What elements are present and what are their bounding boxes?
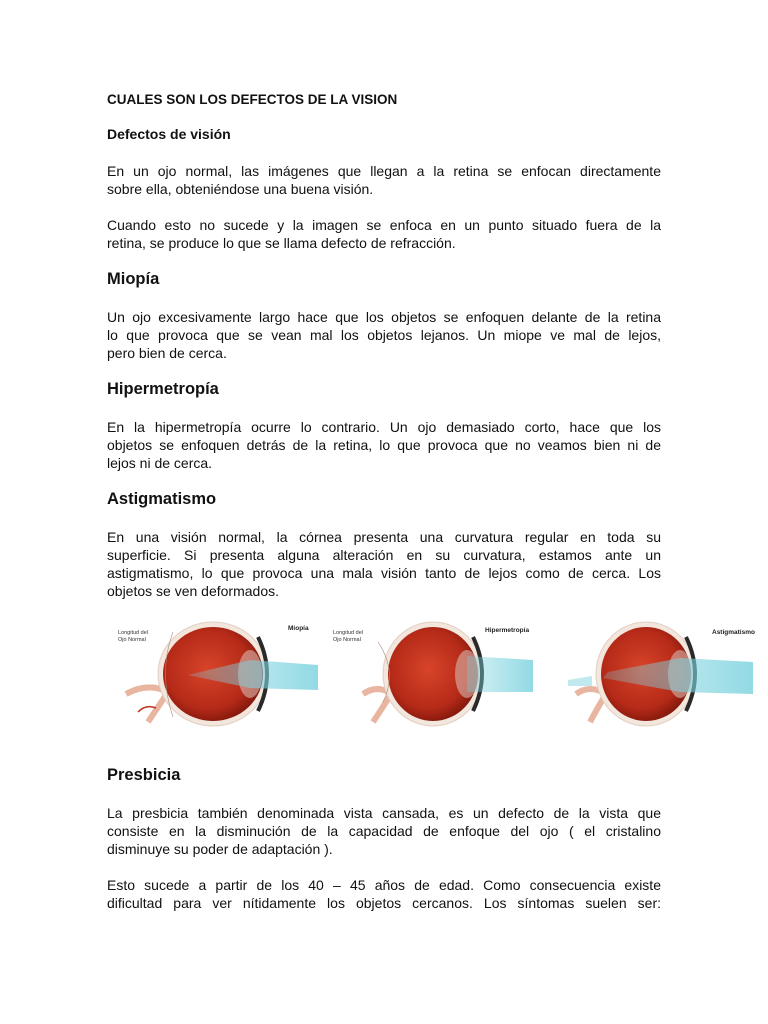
astigmatism-eye-illustration (568, 612, 768, 742)
paragraph-hipermetropia (107, 418, 661, 472)
text-line: lo que provoca que se vean mal los objetos lejanos. Un miope ve mal de lejos, (107, 327, 661, 343)
heading-hipermetropia: Hipermetropía (107, 380, 219, 398)
section-subtitle: Defectos de visión (107, 126, 231, 142)
text-line: retina, se produce lo que se llama defecto de refracción. (107, 235, 456, 251)
myopia-eye-illustration (118, 612, 318, 742)
text-line: pero bien de cerca. (107, 345, 227, 361)
hyperopia-eye-illustration (333, 612, 533, 742)
text-line: disminuye su poder de adaptación ). (107, 841, 333, 857)
figure-label: Longitud del (333, 630, 363, 636)
heading-astigmatismo: Astigmatismo (107, 490, 217, 508)
figure-title-hipermetropia: Hipermetropía (485, 627, 530, 634)
heading-presbicia: Presbicia (107, 766, 181, 784)
text-line: superficie. Si presenta alguna alteración en su curvatura, estamos ante un (107, 547, 661, 563)
text-line: Esto sucede a partir de los 40 – 45 años de edad. Como consecuencia existe (107, 877, 661, 893)
paragraph-astigmatismo (107, 528, 661, 600)
paragraph-closing (107, 876, 661, 912)
paragraph-presbicia (107, 804, 661, 858)
text-line: sobre ella, obteniéndose una buena visión. (107, 181, 374, 197)
text-line: La presbicia también denominada vista cansada, es un defecto de la vista que (107, 805, 661, 821)
figure-title-astigmatismo: Astigmatismo (712, 629, 755, 636)
text-line: En la hipermetropía ocurre lo contrario. Un ojo demasiado corto, hace que los (107, 419, 661, 435)
figure-label: Ojo Normal (118, 637, 146, 643)
text-line: Cuando esto no sucede y la imagen se enfoca en un punto situado fuera de la (107, 217, 661, 233)
text-line: Un ojo excesivamente largo hace que los objetos se enfoquen delante de la retina (107, 309, 661, 325)
heading-miopia: Miopía (107, 270, 160, 288)
eye-illustrations (0, 612, 768, 742)
text-line: lejos ni de cerca. (107, 455, 213, 471)
figure-label: Ojo Normal (333, 637, 361, 643)
text-line: dificultad para ver nítidamente los objetos cercanos. Los síntomas suelen ser: (107, 895, 661, 911)
paragraph-intro-2 (107, 216, 661, 252)
text-line: objetos se ven deformados. (107, 583, 279, 599)
text-line: En una visión normal, la córnea presenta una curvatura regular en toda su (107, 529, 661, 545)
paragraph-intro-1 (107, 162, 661, 198)
paragraph-miopia (107, 308, 661, 362)
document-title: CUALES SON LOS DEFECTOS DE LA VISION (107, 92, 398, 107)
text-line: consiste en la disminución de la capacidad de enfoque del ojo ( el cristalino (107, 823, 661, 839)
text-line: astigmatismo, lo que provoca una mala visión tanto de lejos como de cerca. Los (107, 565, 661, 581)
figure-title-miopia: Miopía (288, 625, 309, 632)
text-line: objetos se enfoquen detrás de la retina, lo que provoca que no veamos bien ni de (107, 437, 661, 453)
text-line: En un ojo normal, las imágenes que llegan a la retina se enfocan directamente (107, 163, 661, 179)
figure-label: Longitud del (118, 630, 148, 636)
